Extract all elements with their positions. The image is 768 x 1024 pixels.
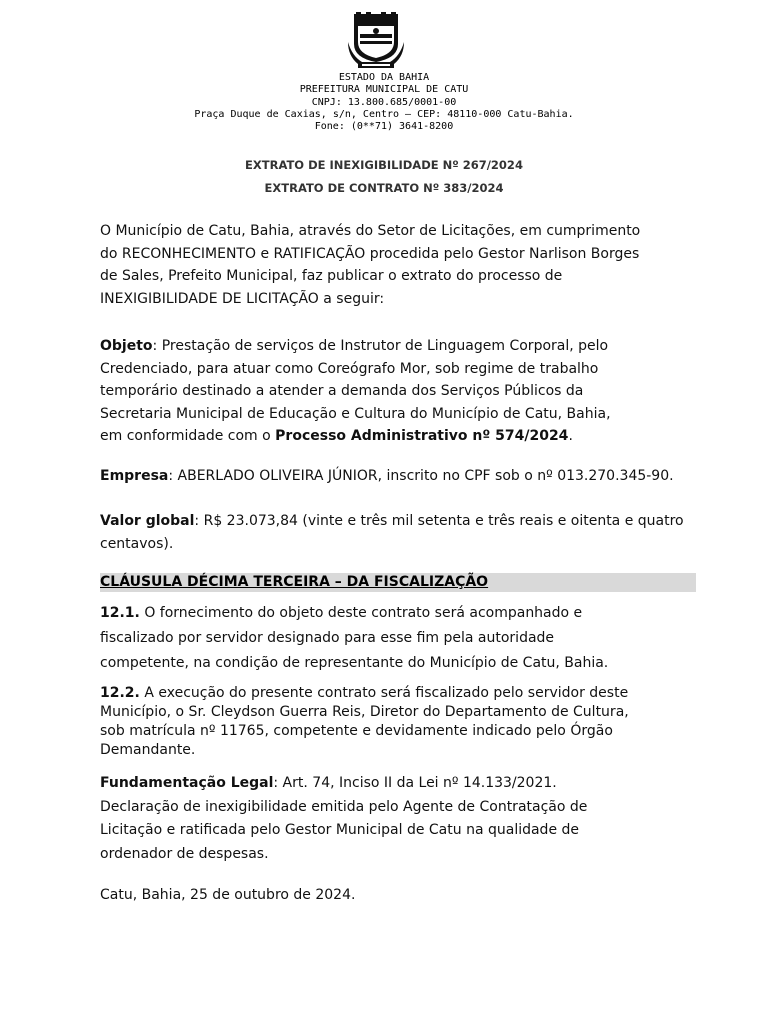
objeto-line: : Prestação de serviços de Instrutor de Linguagem Corporal, pelo: [152, 338, 609, 354]
objeto-section: [100, 335, 696, 448]
address: Praça Duque de Caxias, s/n, Centro – CEP: 48110-000 Catu-Bahia.: [194, 109, 574, 120]
valor-text-cont: centavos).: [100, 535, 174, 552]
objeto-line: Credenciado, para atuar como Coreógrafo Mor, sob regime de trabalho: [100, 360, 599, 377]
process-reference: Processo Administrativo nº 574/2024: [275, 428, 569, 444]
item-number: 12.1.: [100, 605, 140, 621]
declaracao-line: Licitação e ratificada pelo Gestor Municipal de Catu na qualidade de: [100, 822, 580, 838]
objeto-label: Objeto: [100, 338, 153, 354]
empresa-label: Empresa: [100, 468, 169, 484]
item-line: sob matrícula nº 11765, competente e devidamente indicado pelo Órgão: [100, 723, 613, 739]
item-line: Município, o Sr. Cleydson Guerra Reis, Diretor do Departamento de Cultura,: [100, 704, 629, 720]
fundamentacao-section: [100, 772, 696, 866]
item-line: competente, na condição de representante do Município de Catu, Bahia.: [100, 655, 609, 671]
valor-section: [100, 510, 696, 555]
objeto-suffix: .: [568, 428, 573, 444]
state-name: ESTADO DA BAHIA: [338, 72, 430, 83]
objeto-line: Secretaria Municipal de Educação e Cultura do Município de Catu, Bahia,: [100, 405, 611, 422]
title-contrato: EXTRATO DE CONTRATO Nº 383/2024: [264, 181, 504, 195]
intro-line: O Município de Catu, Bahia, através do Setor de Licitações, em cumprimento: [100, 223, 641, 239]
title-inexigibilidade: EXTRATO DE INEXIGIBILIDADE Nº 267/2024: [245, 158, 523, 172]
declaracao-line: Declaração de inexigibilidade emitida pelo Agente de Contratação de: [100, 798, 588, 815]
intro-paragraph: [100, 220, 696, 310]
intro-line: de Sales, Prefeito Municipal, faz publicar o extrato do processo de: [100, 268, 563, 284]
clause-title: CLÁUSULA DÉCIMA TERCEIRA – DA FISCALIZAÇÃO: [100, 574, 489, 590]
intro-line: INEXIGIBILIDADE DE LICITAÇÃO a seguir:: [100, 290, 385, 307]
valor-label: Valor global: [100, 513, 195, 529]
empresa-section: [100, 465, 696, 488]
fundamentacao-label: Fundamentação Legal: [100, 775, 274, 791]
phone: Fone: (0**71) 3641-8200: [314, 121, 454, 132]
empresa-text: : ABERLADO OLIVEIRA JÚNIOR, inscrito no CPF sob o nº 013.270.345-90.: [168, 468, 674, 484]
municipal-coat-of-arms-icon: [348, 12, 404, 68]
objeto-line: temporário destinado a atender a demanda dos Serviços Públicos da: [100, 383, 584, 399]
item-12-2: [100, 684, 696, 760]
item-line: O fornecimento do objeto deste contrato será acompanhado e: [139, 605, 583, 621]
item-line: Demandante.: [100, 742, 196, 758]
item-number: 12.2.: [100, 685, 140, 701]
item-line: fiscalizado por servidor designado para esse fim pela autoridade: [100, 630, 555, 646]
place-date: Catu, Bahia, 25 de outubro de 2024.: [100, 887, 356, 903]
fundamentacao-text: : Art. 74, Inciso II da Lei nº 14.133/2021.: [273, 775, 557, 791]
cnpj: CNPJ: 13.800.685/0001-00: [311, 97, 457, 108]
declaracao-line: ordenador de despesas.: [100, 845, 269, 862]
objeto-line: em conformidade com o: [100, 428, 276, 444]
intro-line: do RECONHECIMENTO e RATIFICAÇÃO procedida pelo Gestor Narlison Borges: [100, 245, 640, 262]
valor-text: : R$ 23.073,84 (vinte e três mil setenta e três reais e oitenta e quatro: [194, 513, 684, 529]
item-line: A execução do presente contrato será fiscalizado pelo servidor deste: [139, 685, 629, 701]
prefecture-name: PREFEITURA MUNICIPAL DE CATU: [299, 84, 469, 95]
item-12-1: [100, 601, 696, 676]
